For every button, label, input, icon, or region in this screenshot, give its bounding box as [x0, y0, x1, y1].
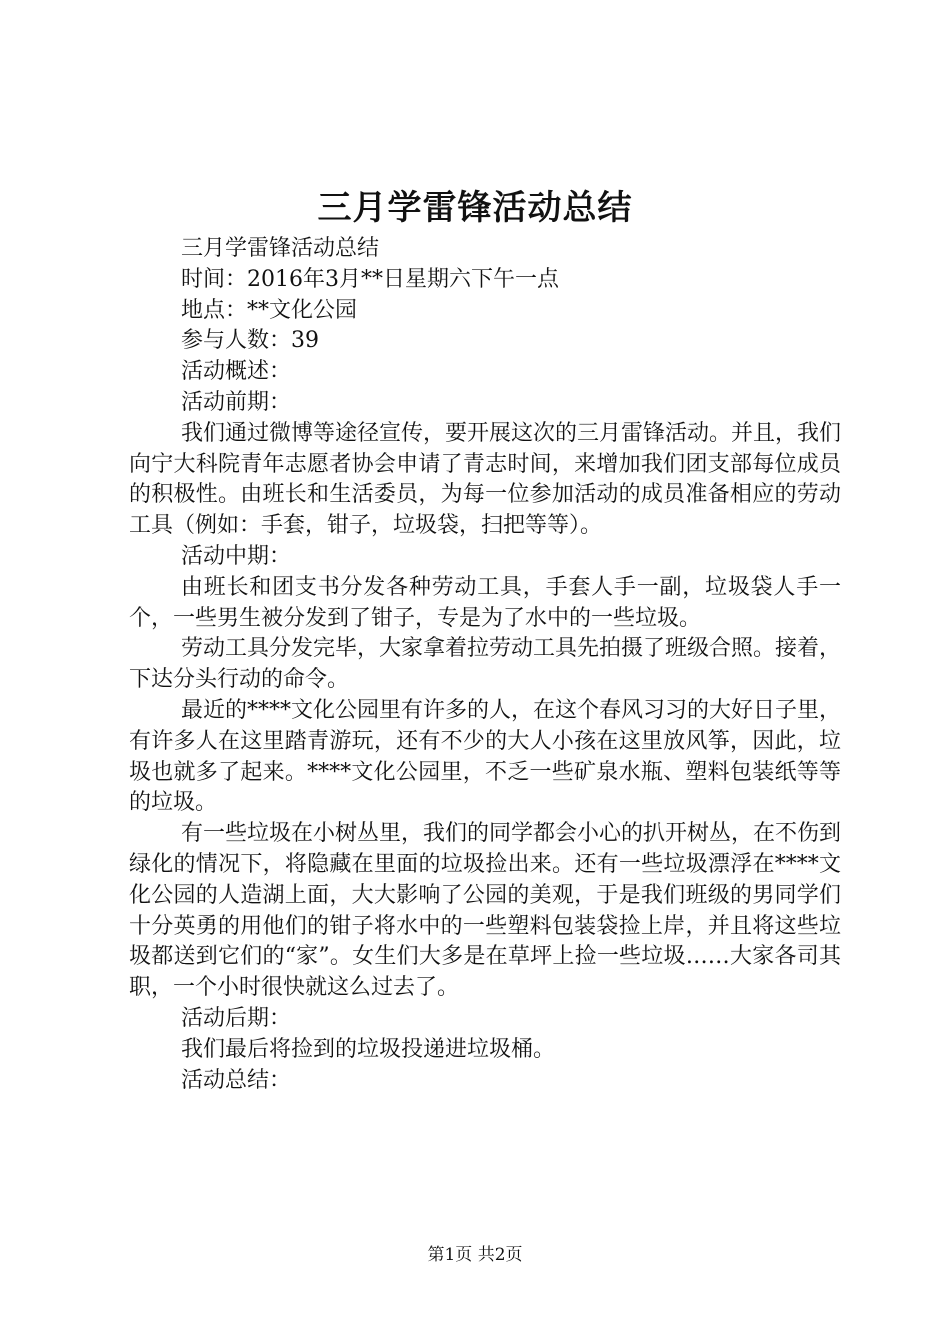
paragraph-cleanup-details: 有一些垃圾在小树丛里，我们的同学都会小心的扒开树丛，在不伤到绿化的情况下，将隐藏在里面的垃圾捡出来。还有一些垃圾漂浮在****文化公园的人造湖上面，大大影响了公园的美观，于是我们班级的男同学们十分英勇的用他们的钳子将水中的一些塑料包装袋捡上岸，并且将这些垃圾都送到它们的“家”。女生们大多是在草坪上捡一些垃圾……大家各司其职，一个小时很快就这么过去了。 — [129, 821, 842, 1001]
subtitle-line: 三月学雷锋活动总结 — [181, 236, 380, 261]
section-heading-late: 活动后期： — [181, 1005, 292, 1031]
paragraph-early-stage: 我们通过微博等途径宣传，要开展这次的三月雷锋活动。并且，我们向宁大科院青年志愿者协会申请了青志时间，来增加我们团支部每位成员的积极性。由班长和生活委员，为每一位参加活动的成员准备相应的劳动工具（例如：手套，钳子，垃圾袋，扫把等等）。 — [129, 420, 842, 539]
paragraph-tool-distribution: 由班长和团支书分发各种劳动工具，手套人手一副，垃圾袋人手一个，一些男生被分发到了钳子，专是为了水中的一些垃圾。 — [129, 574, 841, 631]
document-title: 三月学雷锋活动总结 — [317, 188, 633, 228]
participants-line: 参与人数：39 — [181, 328, 319, 354]
paragraph-group-photo: 劳动工具分发完毕，大家拿着拉劳动工具先拍摄了班级合照。接着，下达分头行动的命令。 — [129, 636, 842, 693]
section-heading-middle: 活动中期： — [181, 543, 292, 569]
location-line: 地点：**文化公园 — [181, 297, 358, 323]
paragraph-park-description: 最近的****文化公园里有许多的人，在这个春风习习的大好日子里，有许多人在这里踏青游玩，还有不少的大人小孩在这里放风筝，因此，垃圾也就多了起来。****文化公园里，不乏一些矿泉水瓶、塑料包装纸等等的垃圾。 — [129, 697, 842, 816]
time-line: 时间：2016年3月**日星期六下午一点 — [181, 266, 559, 292]
section-heading-summary: 活动总结： — [181, 1067, 292, 1093]
section-heading-overview: 活动概述： — [181, 359, 292, 385]
paragraph-late-stage: 我们最后将捡到的垃圾投递进垃圾桶。 — [181, 1036, 556, 1062]
section-heading-early: 活动前期： — [181, 389, 292, 415]
document-body — [129, 234, 841, 1096]
page-footer: 第1页 共2页 — [427, 1245, 523, 1265]
